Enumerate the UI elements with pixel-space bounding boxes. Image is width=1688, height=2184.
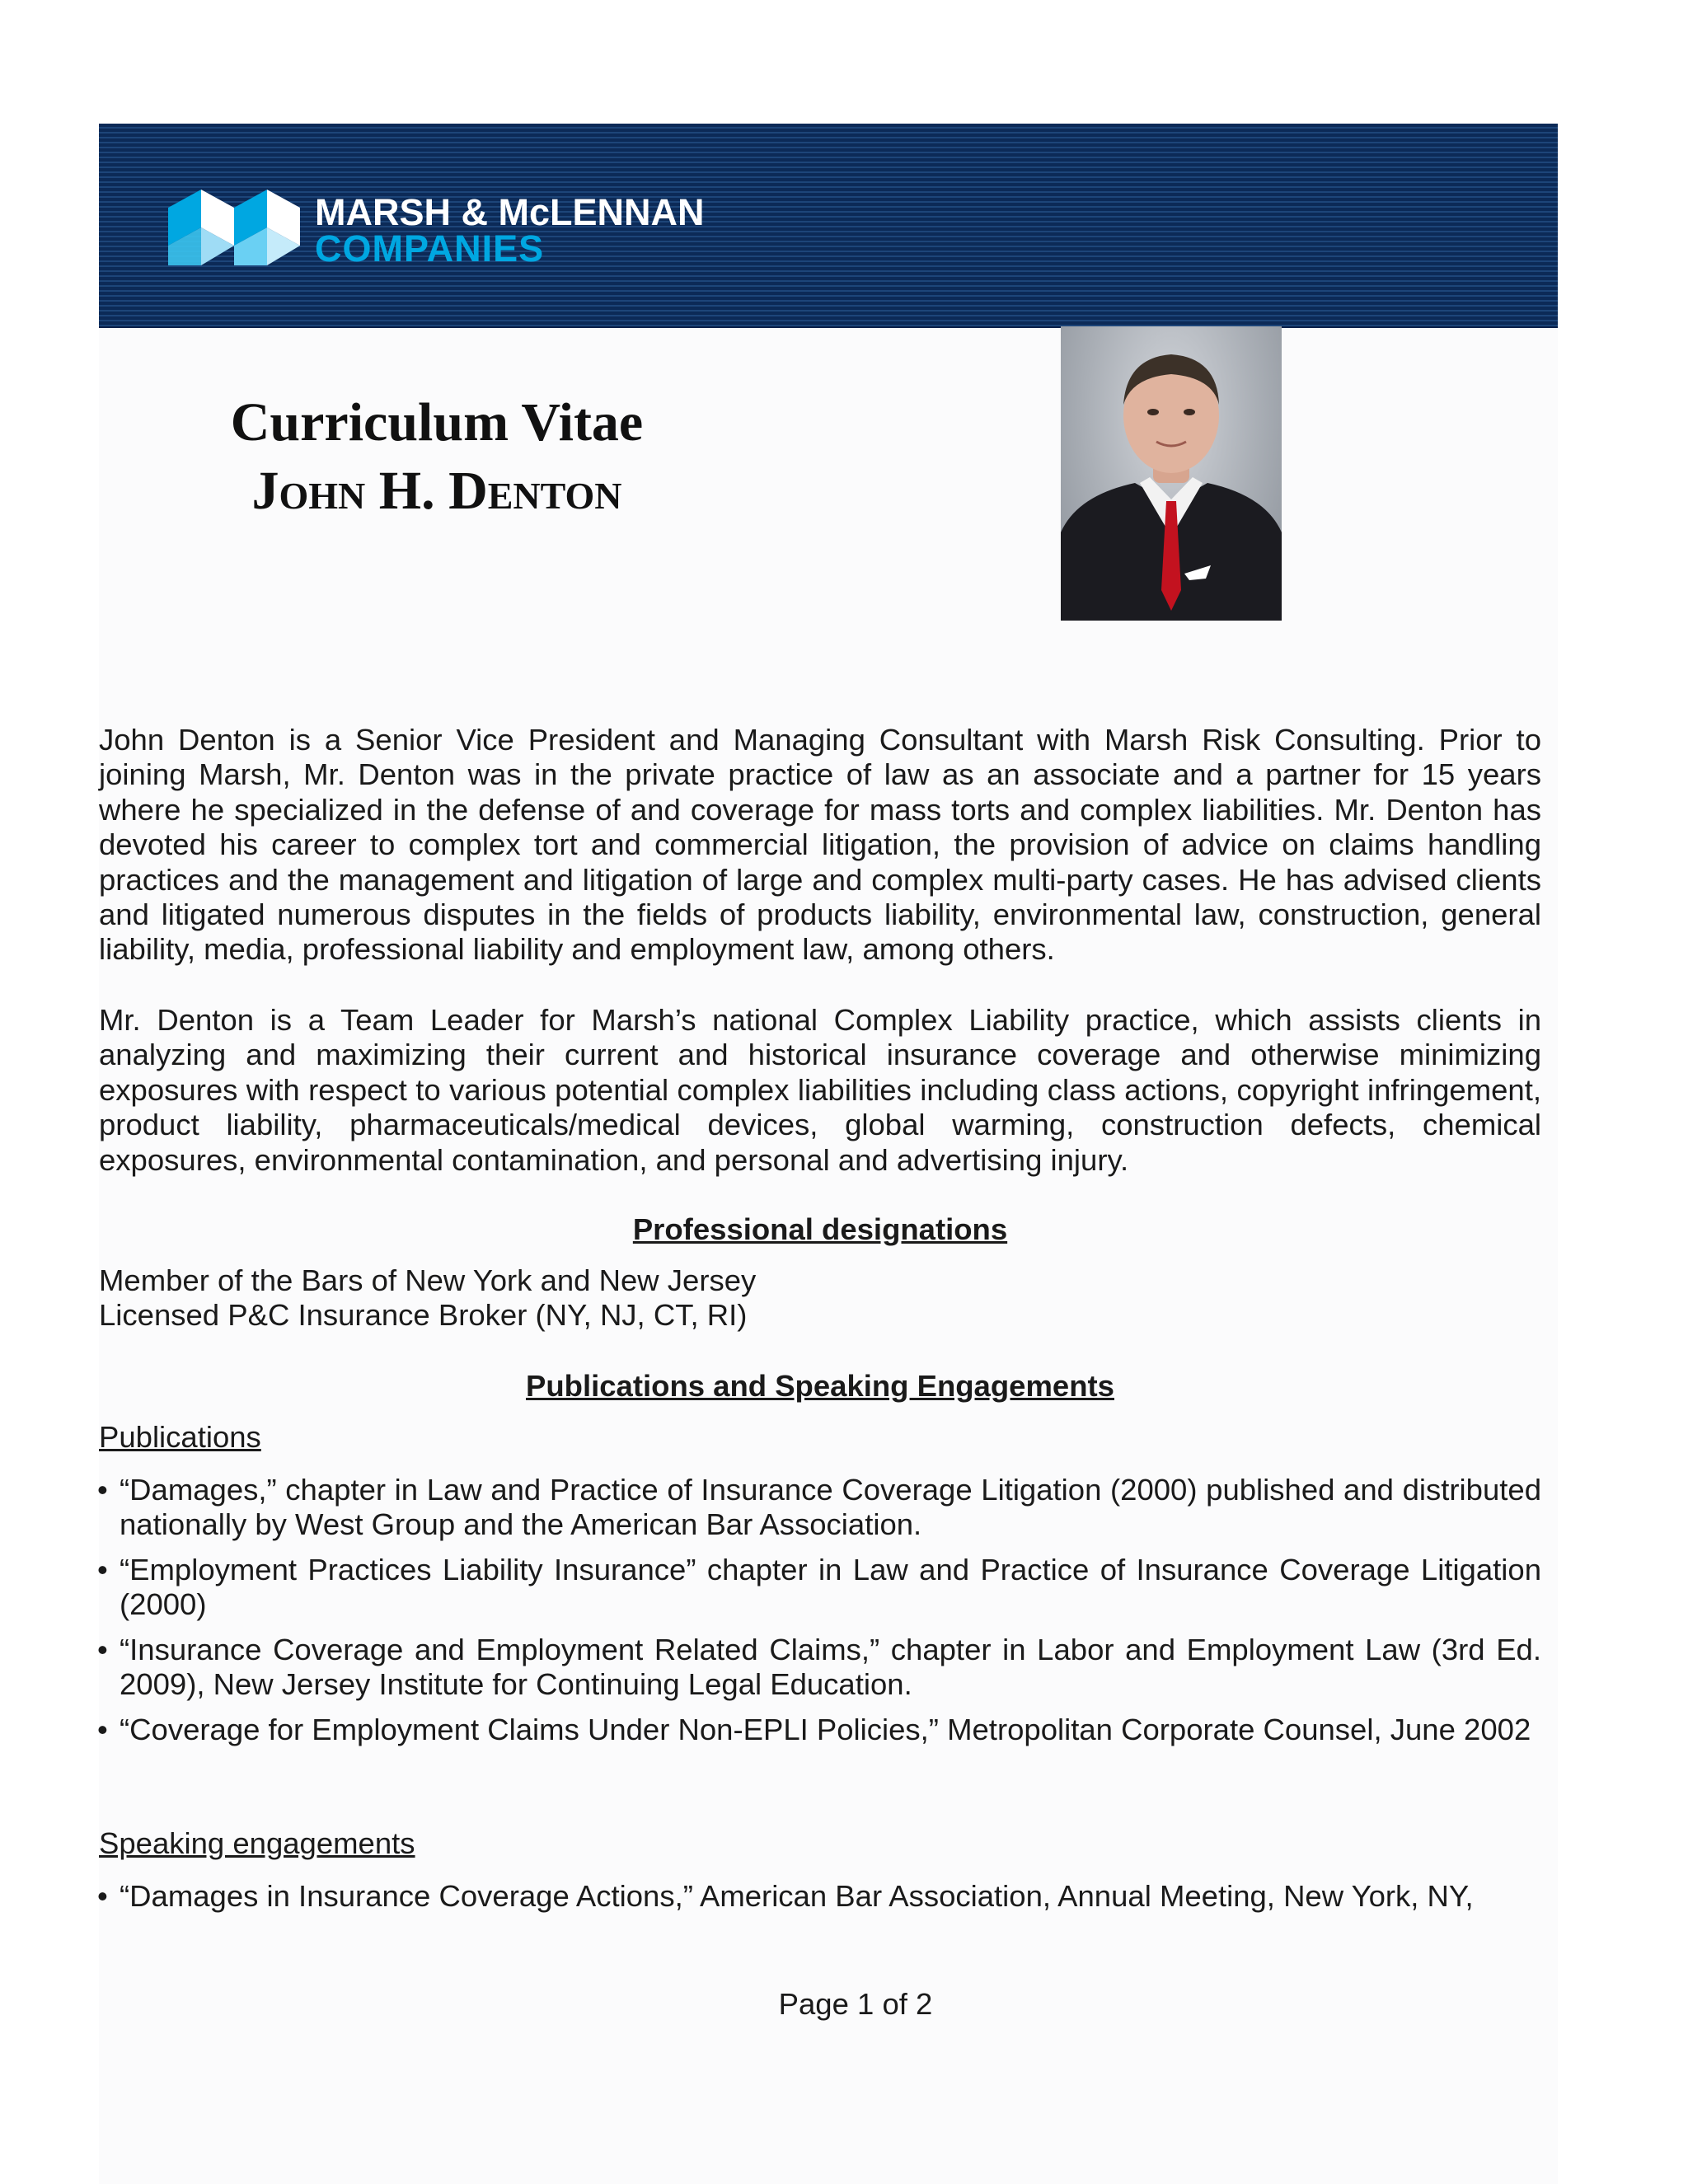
list-item [99, 1553, 1541, 1622]
portrait-photo [1061, 326, 1282, 621]
portrait-illustration [1061, 326, 1282, 621]
bullet-icon: • [97, 1879, 108, 1913]
intro-paragraph-2: Mr. Denton is a Team Leader for Marsh’s national Complex Liability practice, which assists clients in analyzing and maximizing their current and historical insurance coverage and otherwise minimizing exposures with respect to various potential complex liabilities including class actions, copyright infringement, product liability, pharmaceuticals/medical devices, global warming, construction defects, chemical exposures, environmental contamination, and personal and advertising injury. [99, 1003, 1541, 1177]
bullet-icon: • [97, 1553, 108, 1586]
page-number: Page 1 of 2 [778, 1987, 933, 2021]
publication-text: “Insurance Coverage and Employment Related Claims,” chapter in Labor and Employment Law (3rd Ed. 2009), New Jersey Institute for Continuing Legal Education. [120, 1633, 1541, 1701]
header-banner [99, 124, 1558, 328]
person-name: John H. Denton [251, 461, 622, 521]
professional-designations-heading: Professional designations [632, 1212, 1008, 1246]
list-item [99, 1713, 1541, 1747]
bullet-icon: • [97, 1633, 108, 1666]
publication-text: “Employment Practices Liability Insurance” chapter in Law and Practice of Insurance Coverage Litigation (2000) [120, 1553, 1541, 1621]
publications-list [99, 1473, 1541, 1758]
intro-paragraph-1: John Denton is a Senior Vice President and Managing Consultant with Marsh Risk Consulting. Prior to joining Marsh, Mr. Denton was in the private practice of law as an associate and a partner for 15 years where he specialized in the defense of and coverage for mass torts and complex liabilities. Mr. Denton has devoted his career to complex tort and commercial litigation, the provision of advice on claims handling practices and the management and litigation of large and complex multi-party cases. He has advised clients and litigated numerous disputes in the fields of products liability, environmental law, construction, general liability, media, professional liability and employment law, among others. [99, 723, 1541, 967]
publication-text: “Coverage for Employment Claims Under Non-EPLI Policies,” Metropolitan Corporate Counsel, June 2002 [120, 1713, 1531, 1746]
speaking-list [99, 1879, 1541, 1924]
list-item [99, 1633, 1541, 1702]
bullet-icon: • [97, 1473, 108, 1507]
logo-text-line2: COMPANIES [315, 227, 545, 269]
bullet-icon: • [97, 1713, 108, 1746]
publications-subheading: Publications [99, 1420, 261, 1454]
list-item [99, 1879, 1541, 1914]
designation-item: Licensed P&C Insurance Broker (NY, NJ, CT, RI) [99, 1298, 748, 1332]
publications-speaking-heading: Publications and Speaking Engagements [526, 1369, 1114, 1403]
document-title: Curriculum Vitae [230, 392, 644, 452]
speaking-text: “Damages in Insurance Coverage Actions,” American Bar Association, Annual Meeting, New York, NY, [120, 1879, 1474, 1913]
publication-text: “Damages,” chapter in Law and Practice of Insurance Coverage Litigation (2000) published and distributed nationally by West Group and the American Bar Association. [120, 1473, 1541, 1541]
marsh-mclennan-logo-icon [168, 190, 300, 265]
list-item [99, 1473, 1541, 1542]
logo-text-line1: MARSH & McLENNAN [315, 191, 705, 233]
speaking-subheading: Speaking engagements [99, 1826, 415, 1860]
designation-item: Member of the Bars of New York and New Jersey [99, 1263, 757, 1297]
